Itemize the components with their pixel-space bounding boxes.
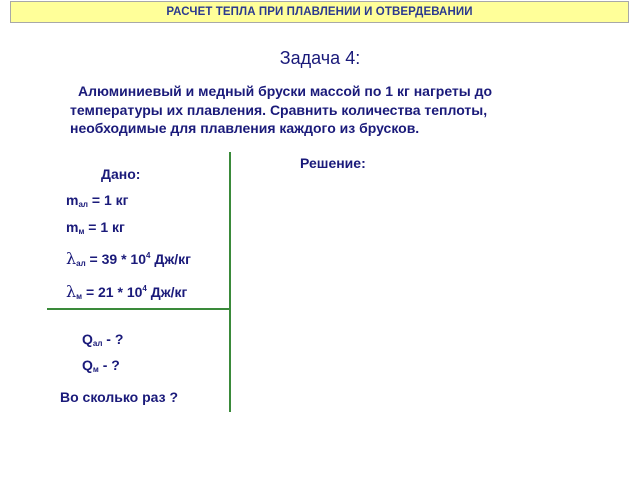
task-title: Задача 4: — [279, 48, 361, 68]
header-bar — [10, 1, 629, 23]
given-exponent: 4 — [146, 251, 151, 260]
given-subscript: м — [76, 292, 83, 301]
given-exponent: 4 — [142, 284, 147, 293]
given-symbol: m — [66, 192, 79, 208]
find-symbol: Q — [82, 331, 93, 347]
statement-line-3: необходимые для плавления каждого из брусков. — [70, 120, 420, 136]
given-unit: Дж/кг — [150, 251, 191, 267]
given-unit: Дж/кг — [146, 284, 188, 300]
given-symbol: m — [66, 219, 79, 235]
solution-label: Решение: — [300, 155, 366, 171]
task-statement — [70, 82, 570, 138]
given-mass-copper — [66, 219, 125, 236]
find-heat-copper — [82, 357, 120, 374]
statement-line-2: температуры их плавления. Сравнить количества теплоты, — [70, 101, 488, 118]
given-value: = 39 * 10 — [85, 251, 146, 267]
given-subscript: ал — [76, 259, 86, 268]
find-subscript: м — [92, 365, 99, 374]
given-symbol: λ — [66, 249, 77, 268]
given-mass-aluminum — [66, 192, 128, 209]
statement-line-1: Алюминиевый и медный бруски массой по 1 кг нагреты до — [78, 83, 493, 99]
find-text: - ? — [98, 357, 120, 373]
ratio-question: Во сколько раз ? — [60, 389, 179, 405]
find-text: - ? — [102, 331, 124, 347]
given-value: = 1 кг — [87, 192, 129, 208]
horizontal-divider — [47, 308, 230, 310]
given-subscript: ал — [78, 200, 88, 209]
given-label: Дано: — [101, 166, 141, 182]
given-subscript: м — [78, 227, 85, 236]
given-symbol: λ — [66, 282, 77, 301]
given-value: = 21 * 10 — [82, 284, 143, 300]
vertical-divider — [229, 152, 231, 412]
given-lambda-copper — [66, 282, 187, 301]
given-lambda-aluminum — [66, 249, 191, 268]
find-heat-aluminum — [82, 331, 123, 348]
find-symbol: Q — [82, 357, 93, 373]
header-title: РАСЧЕТ ТЕПЛА ПРИ ПЛАВЛЕНИИ И ОТВЕРДЕВАНИИ — [166, 6, 473, 18]
given-value: = 1 кг — [84, 219, 125, 235]
find-subscript: ал — [92, 339, 103, 348]
